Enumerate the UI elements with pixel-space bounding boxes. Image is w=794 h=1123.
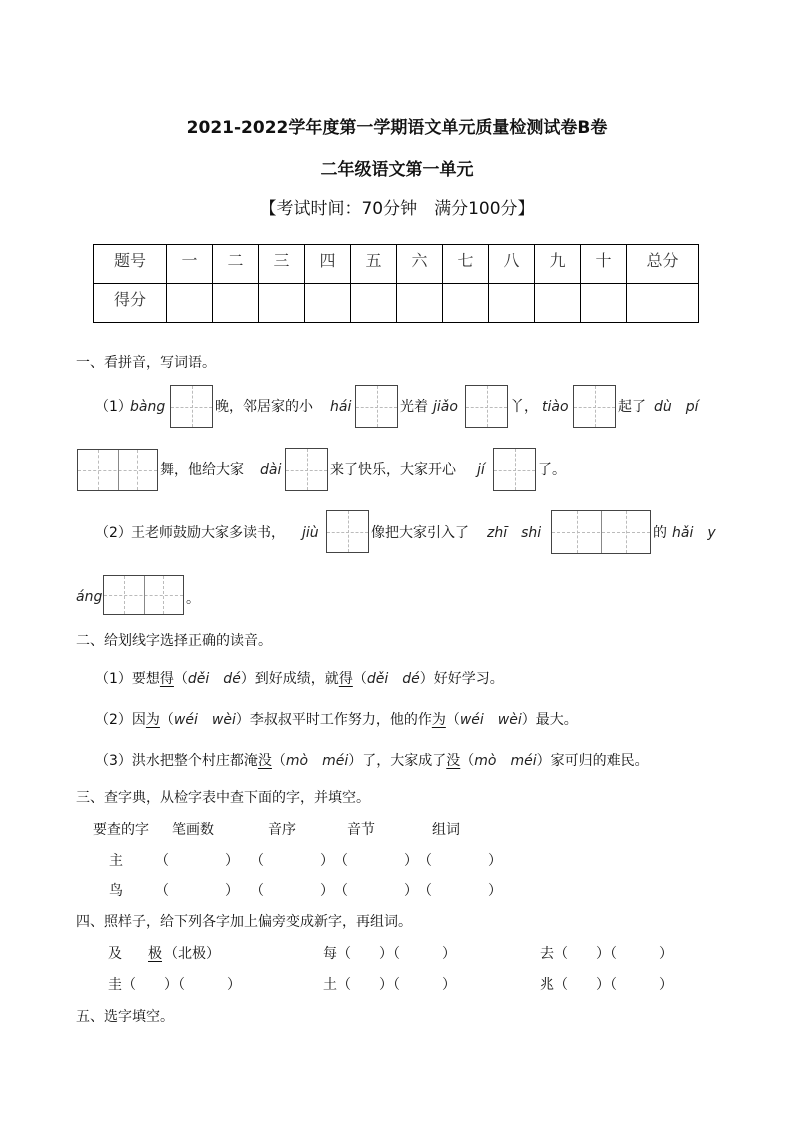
pinyin-choice[interactable]: mò méi bbox=[474, 753, 537, 769]
score-cell-header: 九 bbox=[535, 245, 581, 284]
pinyin-choice[interactable]: wéi wèi bbox=[459, 712, 522, 728]
radical-char: 去 bbox=[540, 946, 554, 962]
writing-box[interactable] bbox=[493, 448, 536, 491]
text: （ bbox=[460, 753, 475, 769]
score-table-score-row bbox=[94, 284, 699, 323]
writing-box[interactable] bbox=[285, 448, 328, 491]
radical-char: 圭 bbox=[108, 977, 122, 993]
writing-box-double[interactable] bbox=[551, 510, 651, 554]
score-cell-header: 六 bbox=[397, 245, 443, 284]
writing-box[interactable] bbox=[355, 385, 398, 428]
answer-blank[interactable]: （ ） bbox=[155, 853, 239, 869]
writing-box-double[interactable] bbox=[77, 449, 158, 491]
underlined-char: 为 bbox=[145, 712, 160, 728]
radical-item bbox=[540, 945, 673, 963]
pinyin: dài bbox=[260, 462, 282, 478]
score-cell-header: 五 bbox=[351, 245, 397, 284]
underlined-char: 得 bbox=[159, 671, 174, 687]
column-header: 要查的字 bbox=[93, 822, 149, 838]
pinyin: tiào bbox=[542, 399, 569, 415]
section2-q1 bbox=[95, 670, 504, 688]
score-cell-header: 二 bbox=[213, 245, 259, 284]
section4-heading: 四、照样子，给下列各字加上偏旁变成新字，再组词。 bbox=[76, 914, 412, 930]
exam-title: 2021-2022学年度第一学期语文单元质量检测试卷B卷 bbox=[186, 118, 608, 138]
writing-box[interactable] bbox=[573, 385, 616, 428]
score-cell-total-header: 总分 bbox=[627, 245, 699, 284]
text: 。 bbox=[186, 591, 200, 607]
score-cell-header: 一 bbox=[167, 245, 213, 284]
pinyin: dù pí bbox=[654, 399, 699, 415]
section2-q3 bbox=[95, 752, 649, 770]
underlined-char: 得 bbox=[338, 671, 353, 687]
text: （1）要想 bbox=[95, 671, 160, 687]
text: ）了，大家成了 bbox=[348, 753, 447, 769]
text: （3）洪水把整个村庄都淹 bbox=[95, 753, 258, 769]
answer-blank[interactable]: （ ）（ ） bbox=[337, 977, 456, 993]
score-cell-header: 八 bbox=[489, 245, 535, 284]
section3-heading: 三、查字典，从检字表中查下面的字，并填空。 bbox=[76, 790, 370, 806]
pinyin: jiǎo bbox=[433, 399, 458, 415]
pinyin-choice[interactable]: mò méi bbox=[285, 753, 349, 769]
answer-blank[interactable]: （ ） bbox=[250, 883, 334, 899]
score-cell[interactable] bbox=[535, 284, 581, 323]
answer-blank[interactable]: （ ） bbox=[334, 853, 418, 869]
pinyin: jí bbox=[477, 462, 485, 478]
text: 晚，邻居家的小 bbox=[215, 399, 313, 415]
text: ）到好成绩，就 bbox=[240, 671, 339, 687]
text: 王老师鼓励大家多读书， bbox=[131, 525, 285, 541]
score-cell[interactable] bbox=[443, 284, 489, 323]
text: （ bbox=[271, 753, 286, 769]
section5-heading: 五、选字填空。 bbox=[76, 1009, 174, 1025]
radical-item bbox=[108, 976, 241, 994]
score-cell-label: 题号 bbox=[94, 245, 167, 284]
answer-blank[interactable]: （ ）（ ） bbox=[122, 977, 241, 993]
text: 来了快乐，大家开心 bbox=[330, 462, 456, 478]
section2-q2 bbox=[95, 711, 578, 729]
pinyin-choice[interactable]: wéi wèi bbox=[173, 712, 236, 728]
section1-heading: 一、看拼音，写词语。 bbox=[76, 355, 216, 371]
example-base-char: 及 bbox=[108, 946, 122, 962]
pinyin: hái bbox=[330, 399, 352, 415]
writing-box[interactable] bbox=[326, 510, 369, 553]
writing-box[interactable] bbox=[170, 385, 213, 428]
writing-box-double[interactable] bbox=[103, 575, 184, 615]
score-table-header-row bbox=[94, 245, 699, 284]
score-cell[interactable] bbox=[305, 284, 351, 323]
radical-char: 土 bbox=[323, 977, 337, 993]
score-cell-total[interactable] bbox=[627, 284, 699, 323]
radical-item bbox=[323, 976, 456, 994]
score-cell[interactable] bbox=[581, 284, 627, 323]
exam-info: 【考试时间：70分钟 满分100分】 bbox=[259, 199, 535, 219]
score-cell[interactable] bbox=[397, 284, 443, 323]
pinyin: áng bbox=[76, 589, 103, 605]
writing-box[interactable] bbox=[465, 385, 508, 428]
text: ）李叔叔平时工作努力，他的作 bbox=[235, 712, 432, 728]
pinyin: bàng bbox=[130, 399, 166, 415]
underlined-char: 没 bbox=[446, 753, 461, 769]
answer-blank[interactable]: （ ） bbox=[418, 853, 502, 869]
radical-item bbox=[540, 976, 673, 994]
score-cell-header: 四 bbox=[305, 245, 351, 284]
q2-number: （2） bbox=[95, 525, 132, 541]
answer-blank[interactable]: （ ）（ ） bbox=[337, 946, 456, 962]
exam-subtitle: 二年级语文第一单元 bbox=[320, 160, 474, 180]
lookup-char: 鸟 bbox=[109, 883, 123, 899]
score-cell-header: 十 bbox=[581, 245, 627, 284]
score-cell-header: 三 bbox=[259, 245, 305, 284]
text: 光着 bbox=[400, 399, 428, 415]
example-new-char: 极 bbox=[148, 946, 162, 962]
score-table bbox=[93, 244, 699, 323]
q1-number: （1） bbox=[95, 399, 132, 415]
answer-blank[interactable]: （ ） bbox=[418, 883, 502, 899]
score-cell-header: 七 bbox=[443, 245, 489, 284]
text: （2）因 bbox=[95, 712, 146, 728]
text: （ bbox=[352, 671, 367, 687]
text: 起了 bbox=[618, 399, 646, 415]
pinyin-choice[interactable]: děi dé bbox=[187, 671, 241, 687]
underlined-char: 没 bbox=[257, 753, 272, 769]
score-cell[interactable] bbox=[489, 284, 535, 323]
column-header: 音节 bbox=[347, 822, 375, 838]
answer-blank[interactable]: （ ） bbox=[250, 853, 334, 869]
pinyin-choice[interactable]: děi dé bbox=[366, 671, 420, 687]
text: ）好好学习。 bbox=[419, 671, 504, 687]
text: 像把大家引入了 bbox=[371, 525, 469, 541]
text: 丫， bbox=[510, 399, 538, 415]
answer-blank[interactable]: （ ） bbox=[334, 883, 418, 899]
text: ）家可归的难民。 bbox=[536, 753, 649, 769]
radical-item bbox=[323, 945, 456, 963]
text: 的 bbox=[653, 525, 667, 541]
radical-char: 每 bbox=[323, 946, 337, 962]
text: （ bbox=[173, 671, 188, 687]
pinyin: hǎi y bbox=[672, 525, 716, 541]
score-cell[interactable] bbox=[259, 284, 305, 323]
score-cell[interactable] bbox=[351, 284, 397, 323]
text: （ bbox=[445, 712, 460, 728]
lookup-char: 主 bbox=[109, 853, 123, 869]
score-cell[interactable] bbox=[167, 284, 213, 323]
column-header: 笔画数 bbox=[172, 822, 214, 838]
column-header: 音序 bbox=[268, 822, 296, 838]
text: ）最大。 bbox=[521, 712, 578, 728]
example-word: （北极） bbox=[164, 946, 220, 962]
score-cell[interactable] bbox=[213, 284, 259, 323]
text: 了。 bbox=[538, 462, 566, 478]
score-cell-label: 得分 bbox=[94, 284, 167, 323]
answer-blank[interactable]: （ ） bbox=[155, 883, 239, 899]
underlined-char: 为 bbox=[431, 712, 446, 728]
answer-blank[interactable]: （ ）（ ） bbox=[554, 946, 673, 962]
section2-heading: 二、给划线字选择正确的读音。 bbox=[76, 633, 272, 649]
text: （ bbox=[159, 712, 174, 728]
pinyin: zhī shi bbox=[487, 525, 542, 541]
column-header: 组词 bbox=[432, 822, 460, 838]
answer-blank[interactable]: （ ）（ ） bbox=[554, 977, 673, 993]
pinyin: jiù bbox=[302, 525, 319, 541]
text: 舞，他给大家 bbox=[160, 462, 244, 478]
radical-char: 兆 bbox=[540, 977, 554, 993]
